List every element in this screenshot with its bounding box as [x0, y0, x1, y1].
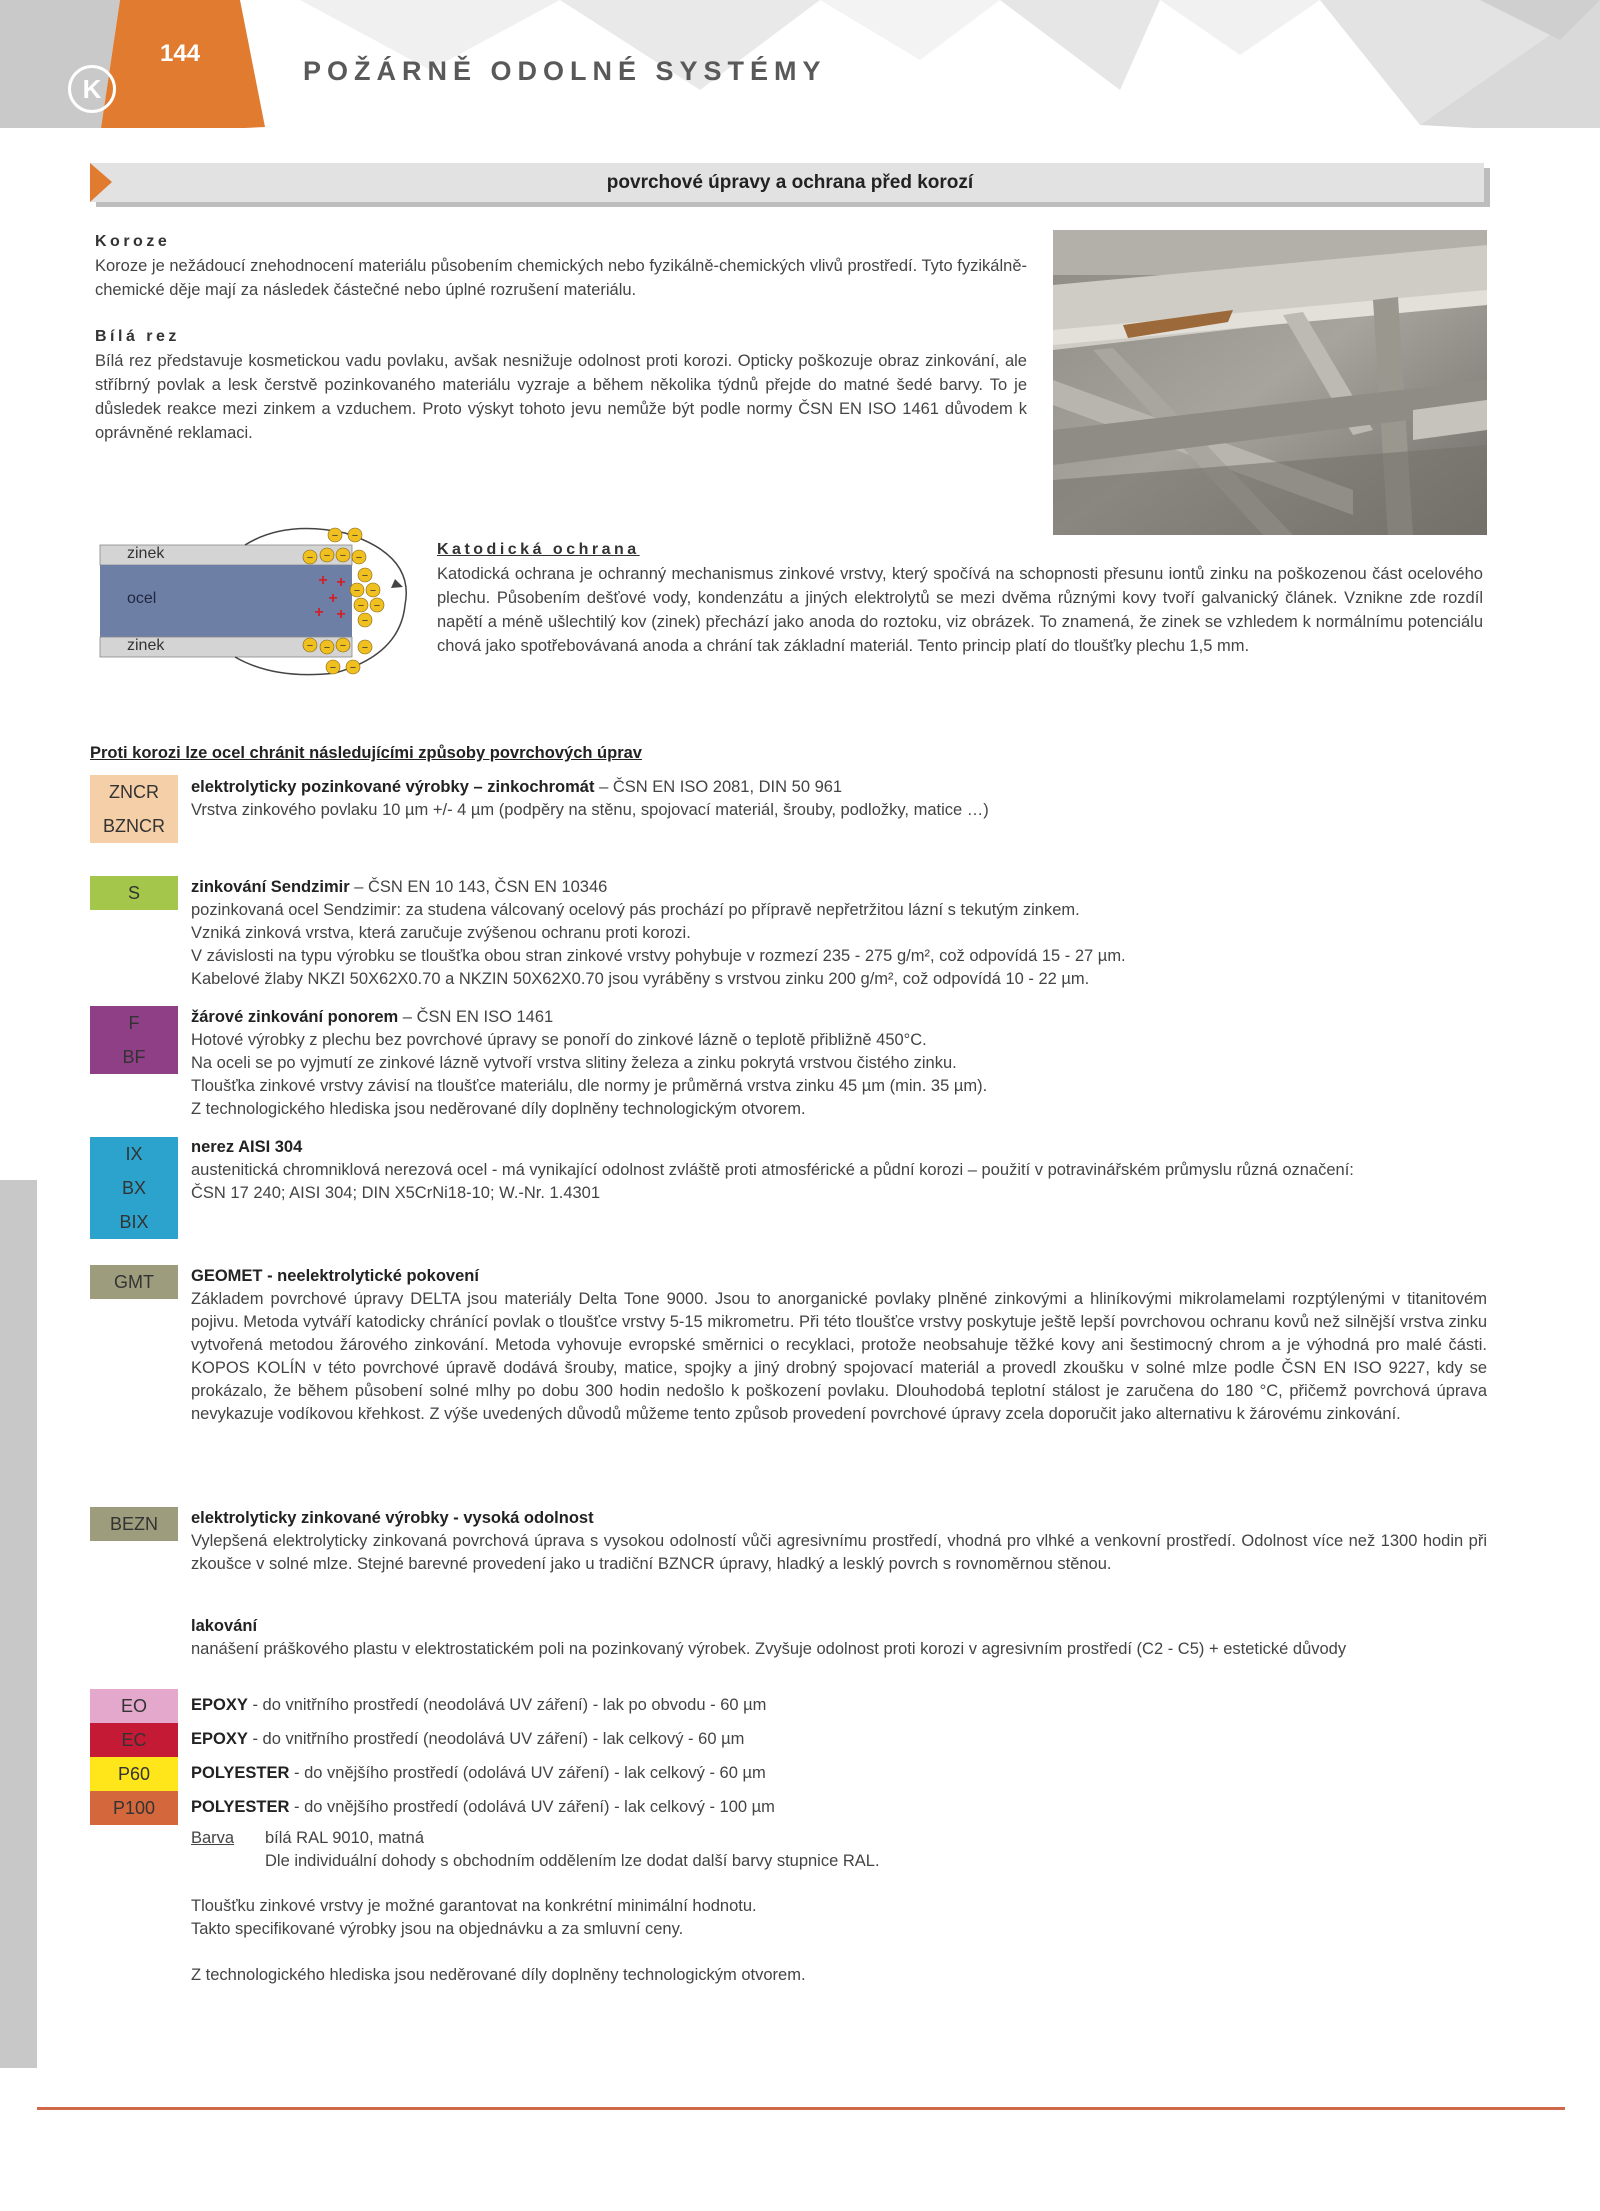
badge-bx: BX — [121, 1177, 146, 1198]
badge-bzncr: BZNCR — [103, 815, 165, 836]
bezn-title: elektrolyticky zinkované výrobky - vysoká odolnost — [191, 1509, 594, 1527]
svg-text:−: − — [306, 640, 314, 652]
barva-label: Barva — [191, 1829, 235, 1847]
sendzimir-line-3: V závislosti na typu výrobku se tloušťka obou stran zinkové vrstvy pohybuje v rozmezí 235 - 275 g/m², což odpovídá 15 - 27 µm. — [191, 947, 1126, 965]
stainless-line-1: austenitická chromniklová nerezová ocel - má vynikající odolnost zvláště proti atmosférické a půdní korozi – použití v potravinářském průmyslu různá označení: — [191, 1161, 1354, 1179]
footer-note-1: Tloušťku zinkové vrstvy je možné garantovat na konkrétní minimální hodnotu. — [191, 1897, 757, 1915]
svg-text:−: − — [339, 640, 347, 652]
hot-dip-line-2: Na oceli se po vyjmutí ze zinkové lázně vytvoří vrstva slitiny železa a zinku pokrytá vrstvou čistého zinku. — [191, 1054, 957, 1072]
badge-s: S — [90, 876, 178, 910]
sendzimir-line-1: pozinkovaná ocel Sendzimir: za studena válcovaný ocelový pás prochází po přípravě nepřetržitou lázní s tekutým zinkem. — [191, 901, 1080, 919]
svg-text:+: + — [314, 604, 324, 621]
badge-bezn: BEZN — [90, 1507, 178, 1541]
left-sidebar-strip — [0, 1180, 37, 2068]
paint-ec-rest: - do vnitřního prostředí (neodolává UV záření) - lak celkový - 60 µm — [247, 1730, 745, 1748]
logo-letter: K — [82, 73, 102, 104]
katodicka-text: Katodická ochrana je ochranný mechanismus zinkové vrstvy, který spočívá na schopnosti přesunu iontů zinku na poškozenou část ocelového plechu. Působením dešťové vody, kondenzátu a jiných elektrolytů se mezi dvěma různými kovy tvoří galvanický článek. Vznikne zde rozdíl napětí a méně ušlechtilý kov (zinek) přechází jako anoda do roztoku, viz obrázek. To znamená, že zinek se vzhledem k normálnímu potenciálu chová jako spotřebovávaná anoda a chrání tak základní materiál. Tento princip platí do tloušťky plechu 1,5 mm. — [437, 565, 1483, 655]
svg-text:−: − — [331, 530, 339, 542]
zncr-line-1: Vrstva zinkového povlaku 10 µm +/- 4 µm (podpěry na stěnu, spojovací materiál, šrouby, podložky, matice …) — [191, 801, 989, 819]
bila-rez-heading: Bílá rez — [95, 328, 180, 345]
paint-p100-bold: POLYESTER — [191, 1798, 290, 1816]
lakovani-title: lakování — [191, 1617, 258, 1635]
zncr-title: elektrolyticky pozinkované výrobky – zinkochromát — [191, 778, 595, 796]
katodicka-heading: Katodická ochrana — [437, 541, 640, 558]
paint-row-eo — [191, 1694, 766, 1717]
footer-note-2: Takto specifikované výrobky jsou na objednávku a za smluvní ceny. — [191, 1920, 684, 1938]
barva-note: Dle individuální dohody s obchodním oddělením lze dodat další barvy stupnice RAL. — [265, 1852, 880, 1870]
zncr-norm: – ČSN EN ISO 2081, DIN 50 961 — [594, 778, 843, 796]
corroded-steel-photo — [1053, 230, 1487, 535]
lakovani-entry — [191, 1615, 1491, 1661]
geomet-text: Základem povrchové úpravy DELTA jsou materiály Delta Tone 9000. Jsou to anorganické povlaky plněné zinkovými a hliníkovými mikrolamelami rozptýlenými v titanitovém pojivu. Metoda vytváří katodicky chránící povlak o tloušťce vrstvy 5-15 mikrometru. Při této tloušťce vrstvy poskytuje ještě lepší povrchovou ochranu kovů než silnější vrstva zinku vytvořená metodou žárového zinkování. Metoda vyhovuje evropské směrnici o recyklaci, protože neobsahuje těžké kovy ani šestimocný chrom a je výhodná pro malé části. KOPOS KOLÍN v této povrchové úpravě dodává šrouby, matice, spojky a jiný drobný spojovací materiál a provedl zkoušku v solné mlze podle ČSN EN ISO 9227, kdy se prokázalo, že během působení solné mlhy po dobu 300 hodin nedošlo k poškození povlaku. Dlouhodobá teplotní stálost je zaručena do 180 °C, přičemž povrchová úprava nevykazuje vodíkovou křehkost. Z výše uvedených důvodů můžeme tento způsob provedení povrchové úpravy zcela doporučit jako alternativu k žárovému zinkování. — [191, 1290, 1487, 1423]
svg-text:−: − — [339, 550, 347, 562]
hot-dip-line-1: Hotové výrobky z plechu bez povrchové úpravy se ponoří do zinkové lázně o teplotě přibližně 450°C. — [191, 1031, 927, 1049]
sendzimir-line-2: Vzniká zinková vrstva, která zaručuje zvýšenou ochranu proti korozi. — [191, 924, 691, 942]
badge-gmt: GMT — [90, 1265, 178, 1299]
paint-eo-bold: EPOXY — [191, 1696, 248, 1714]
company-logo — [68, 65, 116, 113]
badge-ix: IX — [125, 1143, 143, 1164]
geomet-entry — [191, 1265, 1487, 1426]
paint-row-p100 — [191, 1796, 775, 1819]
hot-dip-title: žárové zinkování ponorem — [191, 1008, 399, 1026]
hot-dip-norm: – ČSN EN ISO 1461 — [398, 1008, 554, 1026]
svg-text:+: + — [328, 590, 338, 607]
svg-text:−: − — [357, 600, 365, 612]
badge-eo: EO — [90, 1689, 178, 1723]
svg-text:−: − — [329, 662, 337, 674]
hot-dip-line-3: Tloušťka zinkové vrstvy závisí na tloušťce materiálu, dle normy je průměrná vrstva zinku 45 µm (min. 35 µm). — [191, 1077, 988, 1095]
svg-text:−: − — [323, 550, 331, 562]
bila-rez-text: Bílá rez představuje kosmetickou vadu povlaku, avšak nesnižuje odolnost proti korozi. Opticky poškozuje obraz zinkování, ale stříbrný povlak a lesk čerstvě pozinkovaného materiálu vyzraje a během několika týdnů přejde do matné šedé barvy. To je důsledek reakce mezi zinkem a vzduchem. Proto výskyt tohoto jevu nemůže být podle normy ČSN EN ISO 1461 důvodem k oprávněné reklamaci. — [95, 352, 1027, 442]
svg-text:−: − — [361, 570, 369, 582]
footer-note-3: Z technologického hlediska jsou neděrované díly doplněny technologickým otvorem. — [191, 1966, 806, 1984]
stainless-entry — [191, 1136, 1491, 1205]
zncr-entry — [191, 776, 1491, 822]
badge-p60: P60 — [90, 1757, 178, 1791]
stainless-title: nerez AISI 304 — [191, 1138, 303, 1156]
bezn-entry — [191, 1507, 1487, 1576]
paint-p100-rest: - do vnějšího prostředí (odolává UV záření) - lak celkový - 100 µm — [289, 1798, 775, 1816]
koroze-heading: Koroze — [95, 233, 171, 250]
page-header-title: POŽÁRNĚ ODOLNÉ SYSTÉMY — [303, 56, 827, 86]
paint-row-ec — [191, 1728, 744, 1751]
sendzimir-title: zinkování Sendzimir — [191, 878, 350, 896]
bezn-text: Vylepšená elektrolyticky zinkovaná povrchová úprava s vysokou odolností vůči agresivnímu prostředí, vhodná pro vlhké a venkovní prostředí. Odolnost více než 1300 hodin při zkoušce v solné mlze. Stejné barevné provedení jako u tradiční BZNCR úpravy, hladký a lesklý povrch s rovnoměrnou stěnou. — [191, 1532, 1487, 1573]
geomet-title: GEOMET - neelektrolytické pokovení — [191, 1267, 479, 1285]
svg-text:−: − — [361, 642, 369, 654]
badge-bf: BF — [122, 1046, 146, 1067]
footer-rule — [37, 2107, 1565, 2110]
section-title: povrchové úpravy a ochrana před korozí — [606, 172, 974, 193]
svg-text:+: + — [336, 574, 346, 591]
svg-text:−: − — [355, 552, 363, 564]
paint-eo-rest: - do vnitřního prostředí (neodolává UV záření) - lak po obvodu - 60 µm — [247, 1696, 767, 1714]
svg-text:+: + — [336, 606, 346, 623]
paint-p60-bold: POLYESTER — [191, 1764, 290, 1782]
diagram-label-ocel: ocel — [127, 590, 157, 607]
barva-value: bílá RAL 9010, matná — [265, 1829, 424, 1847]
badge-zncr: ZNCR — [109, 781, 159, 802]
paint-row-p60 — [191, 1762, 766, 1785]
hot-dip-line-4: Z technologického hlediska jsou neděrované díly doplněny technologickým otvorem. — [191, 1100, 806, 1118]
diagram-label-zinek-top: zinek — [127, 545, 165, 562]
svg-text:−: − — [323, 642, 331, 654]
methods-heading: Proti korozi lze ocel chránit následujícími způsoby povrchových úprav — [90, 744, 642, 762]
svg-text:−: − — [361, 615, 369, 627]
sendzimir-line-4: Kabelové žlaby NKZI 50X62X0.70 a NKZIN 50X62X0.70 jsou vyráběny s vrstvou zinku 200 g/m², což odpovídá 10 - 22 µm. — [191, 970, 1090, 988]
sendzimir-entry — [191, 876, 1491, 991]
paint-ec-bold: EPOXY — [191, 1730, 248, 1748]
svg-text:−: − — [373, 600, 381, 612]
svg-text:+: + — [318, 572, 328, 589]
svg-text:−: − — [351, 530, 359, 542]
sendzimir-norm: – ČSN EN 10 143, ČSN EN 10346 — [349, 878, 608, 896]
badge-bix: BIX — [119, 1211, 149, 1232]
svg-text:−: − — [349, 662, 357, 674]
page-number: 144 — [160, 40, 201, 67]
svg-text:−: − — [369, 585, 377, 597]
badge-ec: EC — [90, 1723, 178, 1757]
diagram-label-zinek-bottom: zinek — [127, 637, 165, 654]
lakovani-text: nanášení práškového plastu v elektrostatickém poli na pozinkovaný výrobek. Zvyšuje odolnost proti korozi v agresivním prostředí (C2 - C5) + estetické důvody — [191, 1640, 1347, 1658]
badge-p100: P100 — [90, 1791, 178, 1825]
svg-text:−: − — [353, 585, 361, 597]
hot-dip-entry — [191, 1006, 1491, 1121]
koroze-text: Koroze je nežádoucí znehodnocení materiálu působením chemických nebo fyzikálně-chemických vlivů prostředí. Tyto fyzikálně-chemické děje mají za následek částečné nebo úplné rozrušení materiálu. — [95, 257, 1027, 299]
svg-text:−: − — [306, 552, 314, 564]
stainless-line-2: ČSN 17 240; AISI 304; DIN X5CrNi18-10; W.-Nr. 1.4301 — [191, 1184, 601, 1202]
badge-f: F — [128, 1012, 140, 1033]
paint-p60-rest: - do vnějšího prostředí (odolává UV záření) - lak celkový - 60 µm — [289, 1764, 766, 1782]
